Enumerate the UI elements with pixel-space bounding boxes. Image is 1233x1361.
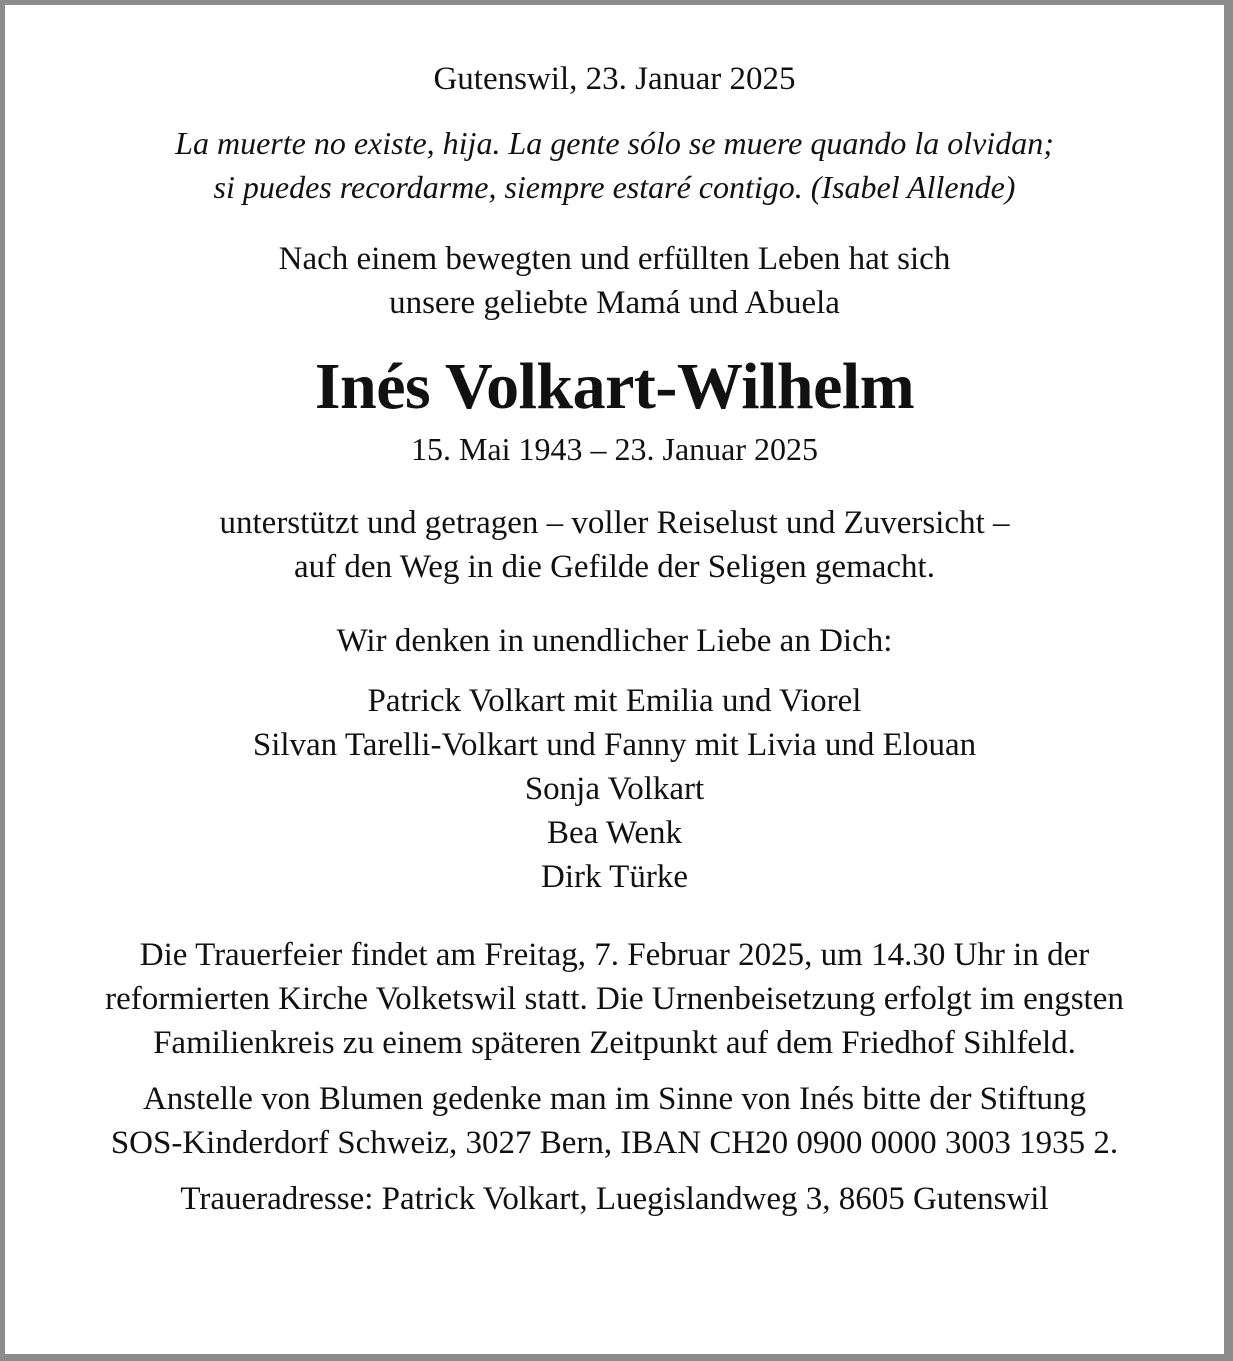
mourner: Sonja Volkart [524,771,705,807]
life-dates: 15. Mai 1943 – 23. Januar 2025 [410,431,819,467]
quote-line: La muerte no existe, hija. La gente sólo se muere quando la olvidan; [175,125,1054,161]
ceremony-line: reformierten Kirche Volketswil statt. Die Urnenbeisetzung erfolgt im engsten [105,981,1124,1017]
donation-info [5,1077,1224,1165]
quote [5,121,1224,209]
journey-text [5,501,1224,589]
ceremony-line: Die Trauerfeier findet am Freitag, 7. Februar 2025, um 14.30 Uhr in der [139,937,1090,973]
journey-line: auf den Weg in die Gefilde der Seligen gemacht. [294,549,935,585]
mourning-address: Traueradresse: Patrick Volkart, Luegislandweg 3, 8605 Gutenswil [180,1181,1049,1217]
mourner: Bea Wenk [546,815,683,851]
donation-line: SOS-Kinderdorf Schweiz, 3027 Bern, IBAN CH20 0900 0000 3003 1935 2. [110,1125,1119,1161]
obituary-notice [5,5,1224,1221]
ceremony-info [5,933,1224,1065]
quote-line: si puedes recordarme, siempre estaré contigo. (Isabel Allende) [213,169,1016,205]
deceased-name: Inés Volkart-Wilhelm [314,350,915,423]
donation-line: Anstelle von Blumen gedenke man im Sinne von Inés bitte der Stiftung [142,1081,1087,1117]
journey-line: unterstützt und getragen – voller Reiselust und Zuversicht – [219,505,1010,541]
ceremony-line: Familienkreis zu einem späteren Zeitpunkt auf dem Friedhof Sihlfeld. [153,1025,1076,1061]
mourner: Silvan Tarelli-Volkart und Fanny mit Livia und Elouan [252,727,977,763]
place-date: Gutenswil, 23. Januar 2025 [433,61,796,97]
intro-text [5,237,1224,325]
intro-line: unsere geliebte Mamá und Abuela [389,285,840,321]
mourner: Dirk Türke [541,859,688,895]
mourners-list [5,679,1224,899]
dedication: Wir denken in unendlicher Liebe an Dich: [336,623,893,659]
intro-line: Nach einem bewegten und erfüllten Leben hat sich [278,241,951,277]
mourner: Patrick Volkart mit Emilia und Viorel [367,683,862,719]
